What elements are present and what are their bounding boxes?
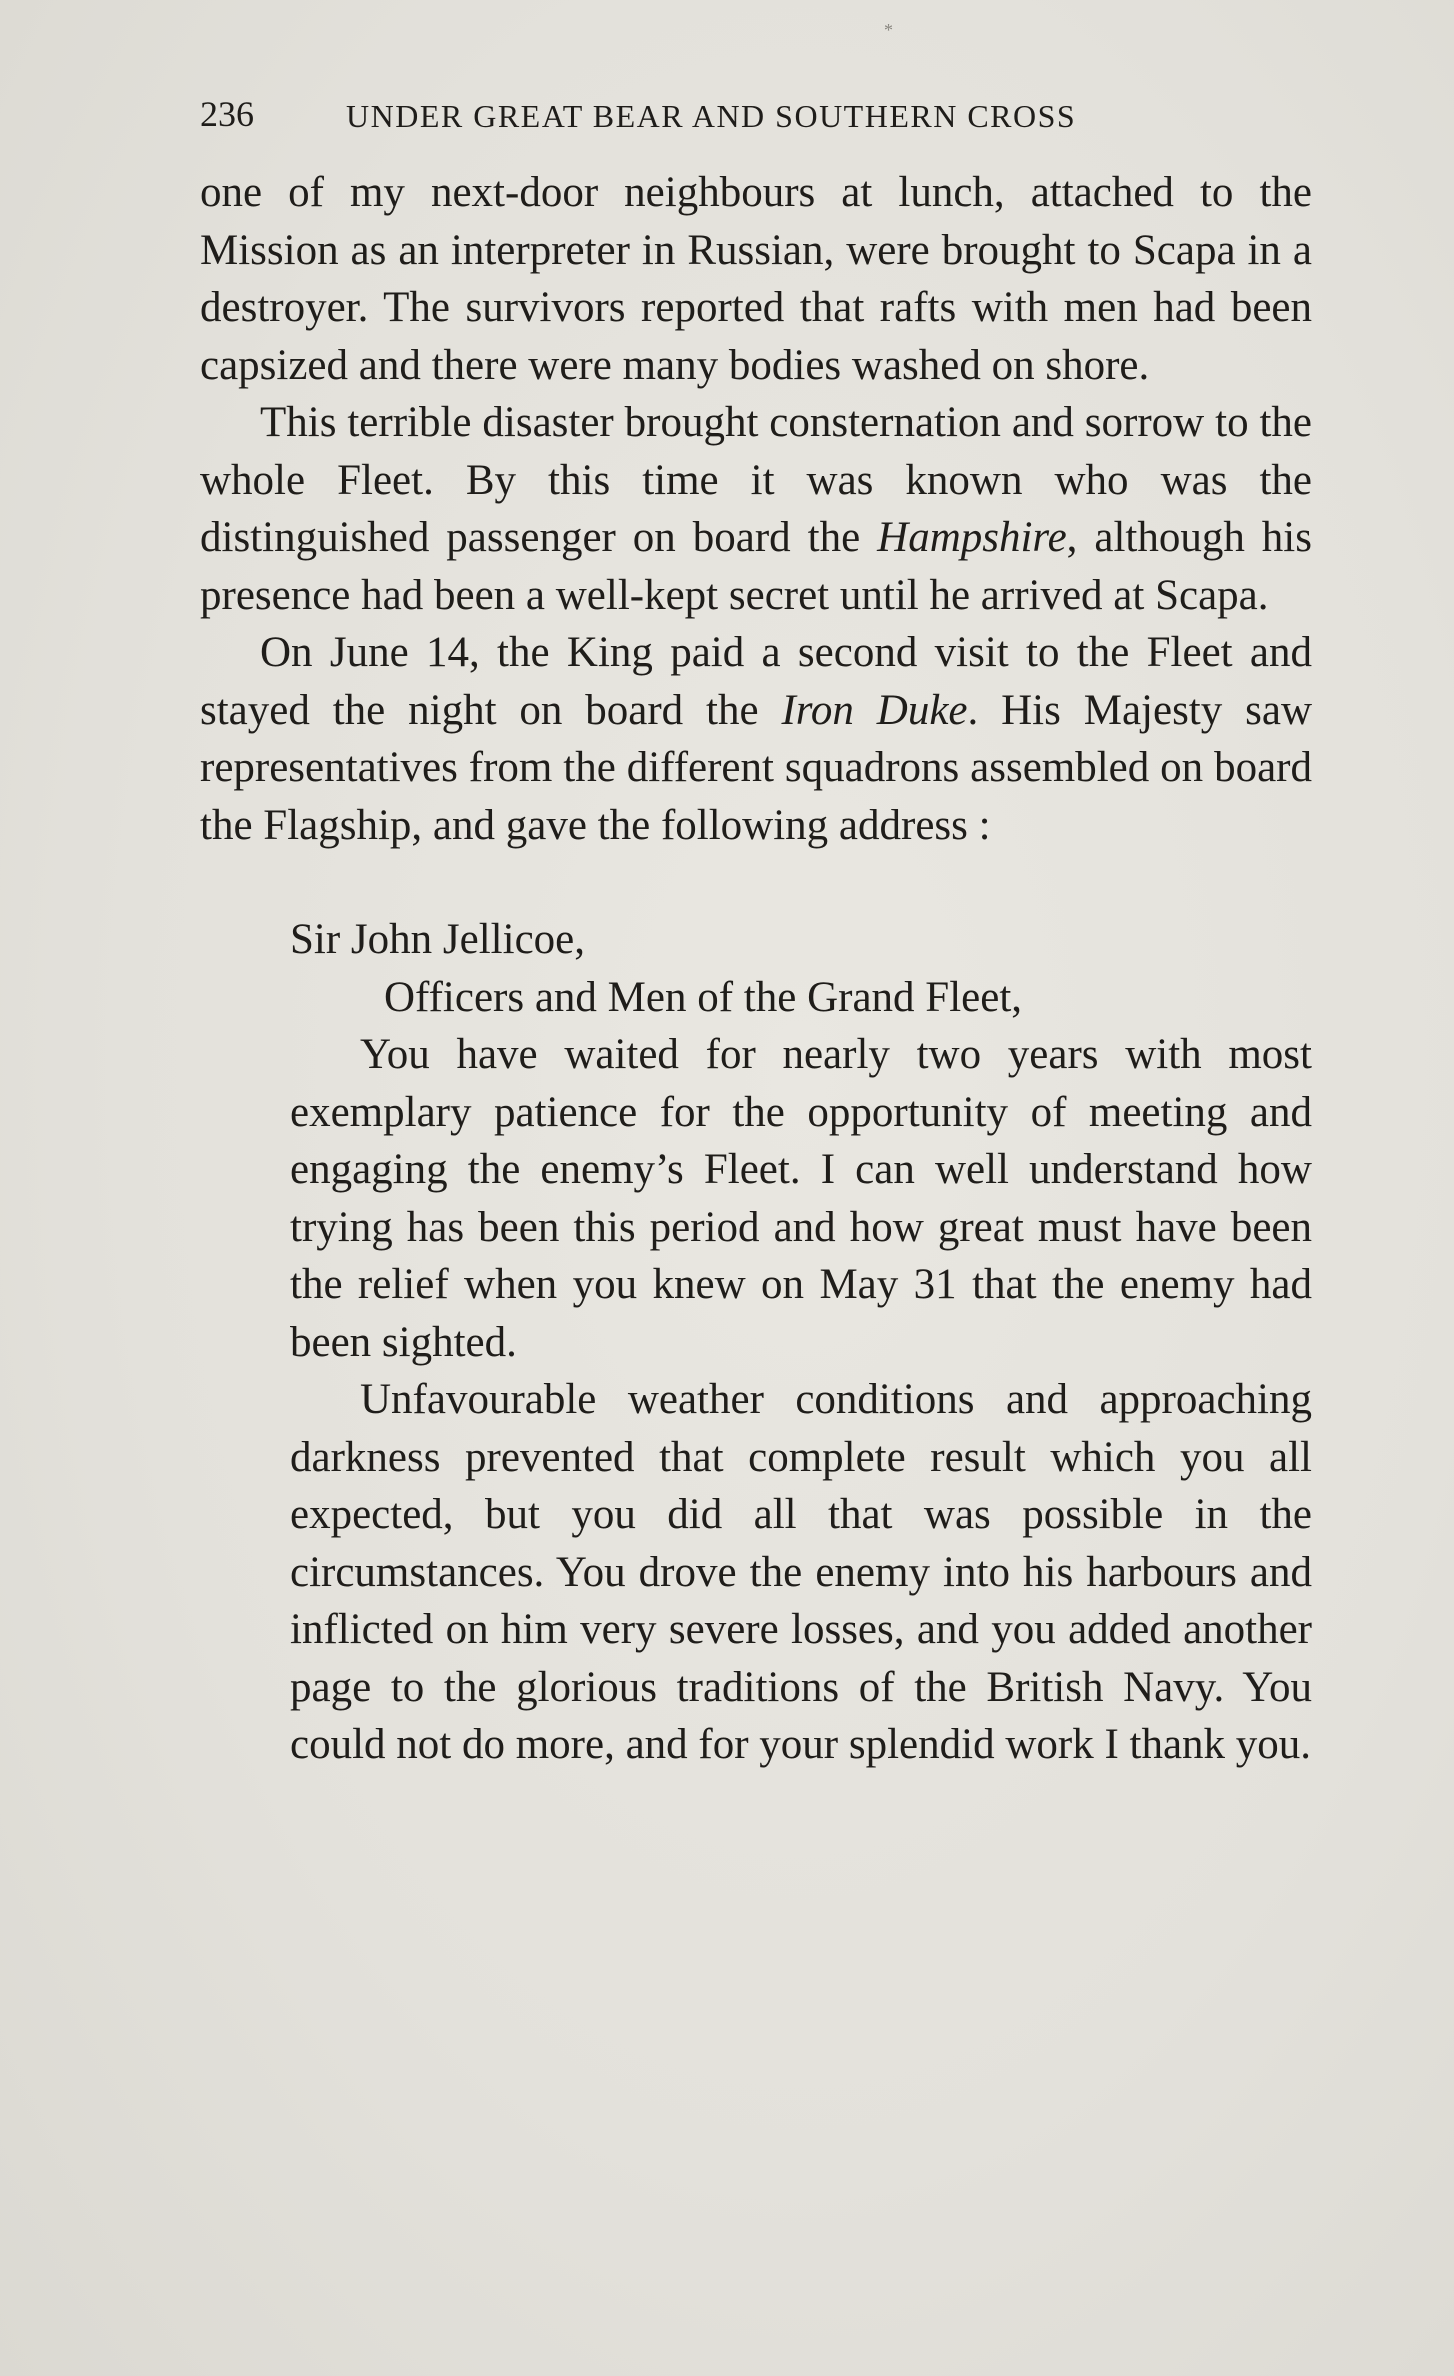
- body-text: [200, 164, 1312, 1774]
- page-number: 236: [200, 94, 254, 134]
- address-salutation-2: Officers and Men of the Grand Fleet,: [384, 973, 1023, 1021]
- address-salutation-1: Sir John Jellicoe,: [290, 916, 585, 963]
- paragraph-continued: one of my next-door neighbours at lunch, attached to the Mission as an interpreter in Russian, were brought to Scapa in a destroyer. The survivors reported that rafts with men had been capsized and there were many bodies washed on shore.: [200, 169, 1312, 389]
- running-head: [200, 92, 1312, 142]
- running-head-title: UNDER GREAT BEAR AND SOUTHERN CROSS: [346, 98, 1077, 134]
- ship-name-hampshire: Hampshire: [877, 514, 1067, 561]
- paragraph-disaster-text-1: This terrible disaster brought consternation and sorrow to the whole Fleet. By this time it was known who was the distinguished passenger on board the: [200, 399, 1312, 561]
- paragraph-disaster: [200, 394, 1312, 624]
- address-paragraph-2: Unfavourable weather conditions and approaching darkness prevented that complete result which you all expected, but you did all that was possible in the circumstances. You drove the enemy into his harbours and inflicted on him very severe losses, and you added another page to the glorious traditions of the British Navy. You could not do more, and for your splendid work I thank you.: [290, 1376, 1312, 1768]
- paragraph-king-visit-text-2: . His Majesty saw representatives from the different squadrons assembled on board the Flagship, and gave the following address :: [200, 686, 1312, 849]
- paragraph-disaster-text-2: , although his presence had been a well-kept secret until he arrived at Scapa.: [200, 514, 1312, 619]
- stray-print-mark: *: [884, 20, 893, 40]
- paragraph-king-visit-text-1: On June 14, the King paid a second visit to the Fleet and stayed the night on board the: [200, 629, 1312, 734]
- address-paragraph-1: You have waited for nearly two years with most exemplary patience for the opportunity of meeting and engaging the enemy’s Fleet. I can well understand how trying has been this period and how great must have been the relief when you knew on May 31 that the enemy had been sighted.: [290, 1031, 1312, 1366]
- kings-address: [290, 911, 1312, 1774]
- spacer: [200, 854, 1312, 911]
- ship-name-iron-duke: Iron Duke: [781, 686, 968, 734]
- paragraph-king-visit: [200, 624, 1312, 854]
